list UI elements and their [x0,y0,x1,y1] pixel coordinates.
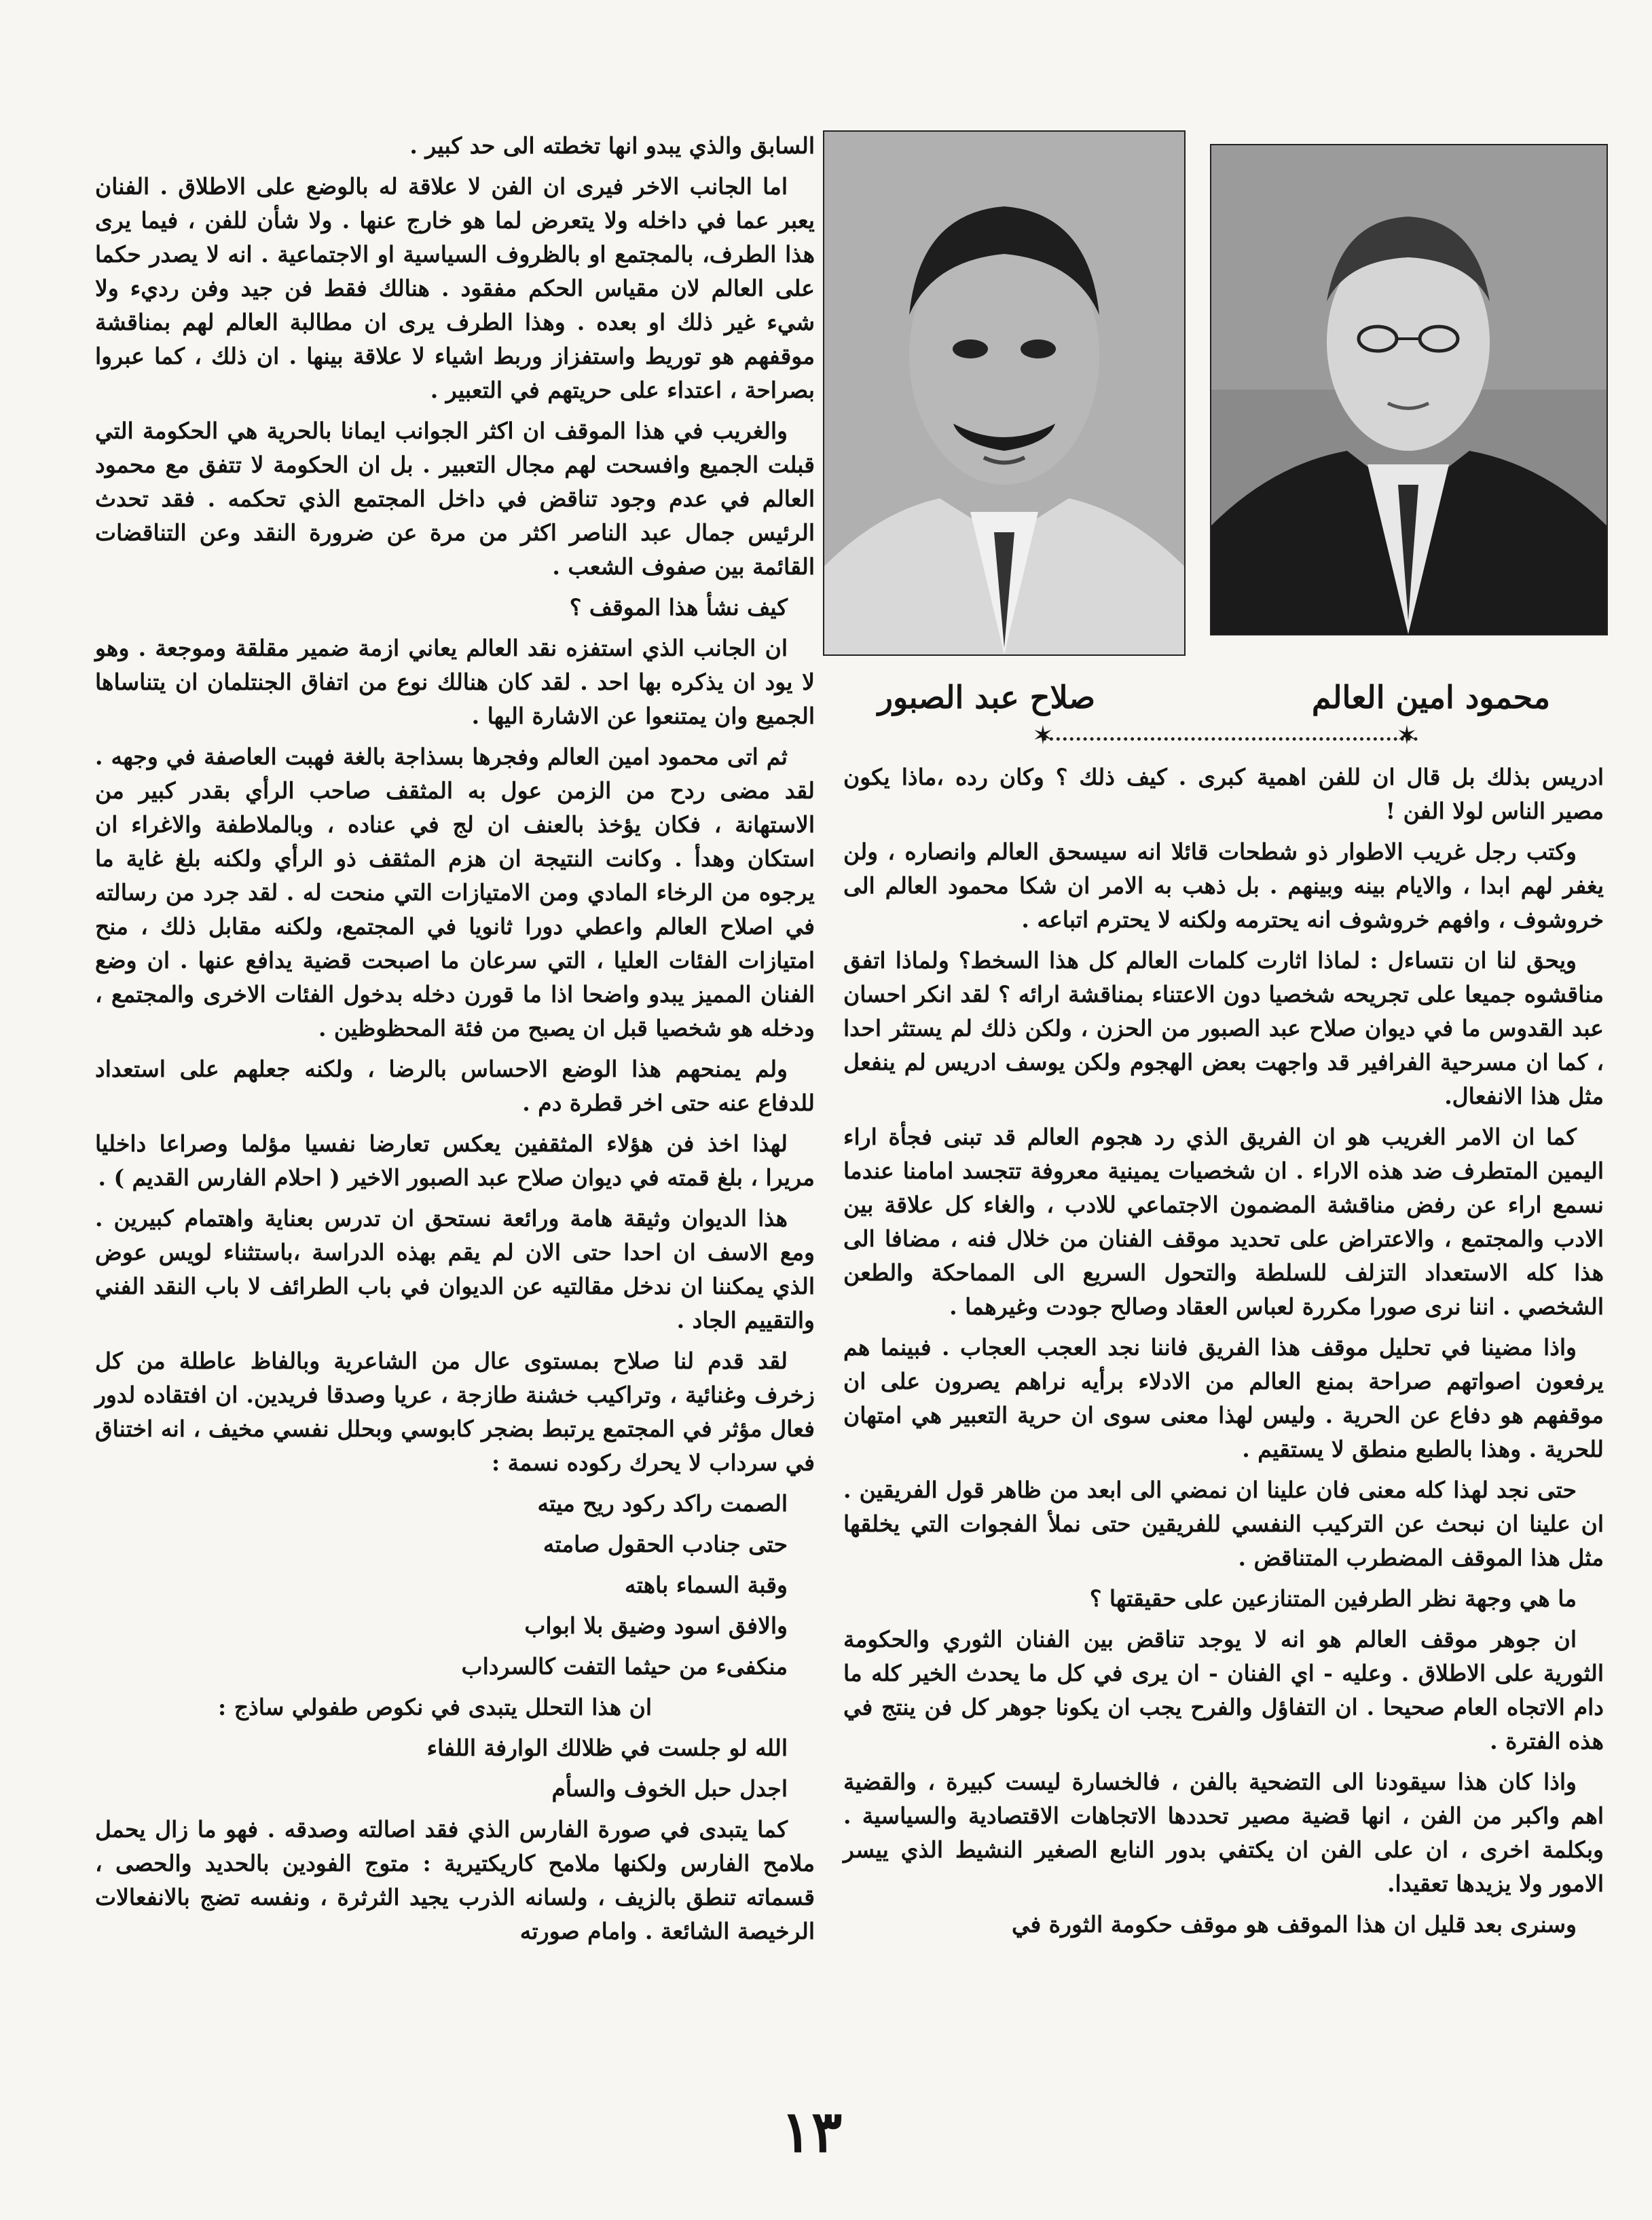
paragraph: حتى نجد لهذا كله معنى فان علينا ان نمضي الى ابعد من ظاهر قول الفريقين . ان علينا ان نبحث عن التركيب النفسي للفريقين حتى نملأ الفجوات التي يخلقها مثل هذا الموقف المضطرب المتناقض . [843,1477,1604,1571]
poem-verse-line: والافق اسود وضيق بلا ابواب [524,1612,788,1639]
poem-verse-line: حتى جنادب الحقول صامته [543,1531,788,1557]
portrait-photo-mahmoud-amin-al-alim [1210,144,1608,635]
photo-caption-right: محمود امين العالم [1311,679,1550,716]
paragraph: هذا الديوان وثيقة هامة ورائعة نستحق ان تدرس بعناية واهتمام كبيرين . ومع الاسف ان احدا حتى الان لم يقم بهذه الدراسة ،باستثناء لويس عوض الذي يمكننا ان ندخل مقالتيه عن الديوان في باب الطرائف لا باب النقد الفني والتقييم الجاد . [95,1205,815,1333]
paragraph: ولم يمنحهم هذا الوضع الاحساس بالرضا ، ولكنه جعلهم على استعداد للدفاع عنه حتى اخر قطرة دم . [95,1056,815,1116]
poem-verse-line: الله لو جلست في ظلالك الوارفة اللفاء [426,1735,788,1761]
paragraph: ادريس بذلك بل قال ان للفن اهمية كبرى . كيف ذلك ؟ وكان رده ،ماذا يكون مصير الناس لولا الفن ! [843,764,1604,824]
portrait-illustration [1211,145,1607,634]
paragraph: ويحق لنا ان نتساءل : لماذا اثارت كلمات العالم كل هذا السخط؟ ولماذا اتفق مناقشوه جميعا على تجريحه شخصيا دون الاعتناء بمناقشة ارائه ؟ لقد انكر احسان عبد القدوس ما في ديوان صلاح عبد الصبور من الحزن ، ولكن ذلك لم يستثر احدا ، كما ان مسرحية الفرافير قد واجهت بعض الهجوم ولكن يوسف ادريس لم ينفعل مثل هذا الانفعال. [843,947,1604,1109]
paragraph: كما ان الامر الغريب هو ان الفريق الذي رد هجوم العالم قد تبنى فجأة اراء اليمين المتطرف ضد هذه الاراء . ان شخصيات يمينية معروفة تتجسد امامنا عندما نسمع اراء عن رفض مناقشة المضمون الاجتماعي للادب ، والغاء كل علاقة بين الادب والمجتمع ، والاعتراض على تحديد موقف الفنان من خلال فنه ، مضافا الى هذا كله الاستعداد التزلف للسلطة والتحول السريع الى المماحكة والطعن الشخصي . اننا نرى صورا مكررة لعباس العقاد وصالح جودت وغيرهما . [843,1124,1604,1320]
section-question: ما هي وجهة نظر الطرفين المتنازعين على حقيقتها ؟ [1089,1585,1577,1612]
page-number: ١٣ [781,2098,843,2165]
paragraph: ان جوهر موقف العالم هو انه لا يوجد تناقض بين الفنان الثوري والحكومة الثورية على الاطلاق . وعليه - اي الفنان - ان يرى في كل ما يحدث الخير كله ما دام الاتجاه العام صحيحا . ان التفاؤل والفرح يجب ان يكونا جوهر كل فن ينتج في هذه الفترة . [843,1626,1604,1754]
section-question: كيف نشأ هذا الموقف ؟ [569,594,788,621]
paragraph: واذا مضينا في تحليل موقف هذا الفريق فاننا نجد العجب العجاب . فبينما هم يرفعون اصواتهم صراحة بمنع العالم من الادلاء برأيه نراهم يصرون على ان موقفهم هو دفاع عن الحرية . وليس لهذا معنى سوى ان حرية التعبير هي امتهان للحرية . وهذا بالطبع منطق لا يستقيم . [843,1334,1604,1462]
portrait-photo-salah-abdel-sabour [823,130,1186,656]
article-column-right [843,760,1604,2105]
paragraph: وسنرى بعد قليل ان هذا الموقف هو موقف حكومة الثورة في [1011,1911,1577,1938]
paragraph: كما يتبدى في صورة الفارس الذي فقد اصالته وصدقه . فهو ما زال يحمل ملامح الفارس ولكنها ملامح كاريكتيرية : متوج الفودين بالحديد والحصى ، قسماته تنطق بالزيف ، ولسانه الذرب يجيد الثرثرة ، ونفسه تضج بالانفعالات الرخيصة الشائعة . وامام صورته [95,1816,815,1944]
photo-caption-left: صلاح عبد الصبور [877,679,1095,716]
star-ornament-icon: ✶ [1396,720,1418,750]
portrait-illustration [824,132,1184,654]
dotted-divider [1043,737,1418,741]
paragraph: والغريب في هذا الموقف ان اكثر الجوانب ايمانا بالحرية هي الحكومة التي قبلت الجميع وافسحت لهم مجال التعبير . بل ان الحكومة لا تتفق مع محمود العالم في عدم وجود تناقض في داخل المجتمع الذي تحكمه . فقد تحدث الرئيس جمال عبد الناصر اكثر من مرة عن ضرورة النقد وعن التناقضات القائمة بين صفوف الشعب . [95,418,815,580]
paragraph: ثم اتى محمود امين العالم وفجرها بسذاجة بالغة فهبت العاصفة في وجهه . لقد مضى ردح من الزمن عول به المثقف صاحب الرأي بقدر كبير من الاستهانة ، فكان يؤخذ بالعنف ان لج في عناده ، وبالملاطفة والاغراء ان استكان وهدأ . وكانت النتيجة ان هزم المثقف ذو الرأي ولكنه بلغ غاية ما يرجوه من الرخاء المادي ومن الامتيازات التي منحت له . لقد جرد من رسالته في اصلاح العالم واعطي دورا ثانويا في المجتمع، ولكنه مقابل ذلك ، منح امتيازات الفئات العليا ، التي سرعان ما اصبحت قضية يدافع عنها . ان وضع الفنان المميز يبدو واضحا اذا ما قورن دخله بدخول الفئات الاخرى والمجتمع ، ودخله هو شخصيا قبل ان يصبح من فئة المحظوظين . [95,743,815,1041]
paragraph: لقد قدم لنا صلاح بمستوى عال من الشاعرية وبالفاظ عاطلة من كل زخرف وغنائية ، وتراكيب خشنة طازجة ، عريا وصدقا فريدين. ان افتقاده لدور فعال مؤثر في المجتمع يرتبط بضجر كابوسي وبحلل نفسي مخيف ، انه اختناق في سرداب لا يحرك ركوده نسمة : [95,1348,815,1476]
paragraph: اما الجانب الاخر فيرى ان الفن لا علاقة له بالوضع على الاطلاق . الفنان يعبر عما في داخله ولا يتعرض لما هو خارج عنها . ولا شأن للفن ، فيما يرى هذا الطرف، بالمجتمع او بالظروف السياسية او الاجتماعية . انه لا يصدر حكما على العالم لان مقياس الحكم مفقود . هنالك فقط فن جيد وفن رديء ولا شيء غير ذلك او بعده . وهذا الطرف يرى ان مطالبة العالم لهم بمناقشة موقفهم هو توريط واستفزاز وربط اشياء لا علاقة بينها . ان ذلك ، كما عبروا بصراحة ، اعتداء على حريتهم في التعبير . [95,173,815,403]
article-column-left [95,129,815,2139]
poem-verse-line: الصمت راكد ركود ريح ميته [537,1490,788,1517]
poem-verse-line: اجدل حبل الخوف والسأم [551,1775,788,1802]
paragraph: السابق والذي يبدو انها تخطته الى حد كبير . [409,132,815,159]
poem-verse-line: وقبة السماء باهته [625,1572,788,1598]
star-ornament-icon: ✶ [1032,720,1054,750]
paragraph: وكتب رجل غريب الاطوار ذو شطحات قائلا انه سيسحق العالم وانصاره ، ولن يغفر لهم ابدا ، والايام بينه وبينهم . بل ذهب به الامر ان شكا محمود العالم الى خروشوف ، وافهم خروشوف انه يحترمه ولكنه لا يحترم اتباعه . [843,838,1604,933]
paragraph: ان هذا التحلل يتبدى في نكوص طفولي ساذج : [218,1694,652,1720]
paragraph: واذا كان هذا سيقودنا الى التضحية بالفن ، فالخسارة ليست كبيرة ، والقضية اهم واكبر من الفن ، انها قضية مصير تحددها الاتجاهات الاقتصادية والسياسية . وبكلمة اخرى ، ان على الفن ان يكتفي بدور النابع الصغير النشيط الذي ييسر الامور ولا يزيدها تعقيدا. [843,1769,1604,1897]
paragraph: لهذا اخذ فن هؤلاء المثقفين يعكس تعارضا نفسيا مؤلما وصراعا داخليا مريرا ، بلغ قمته في ديوان صلاح عبد الصبور الاخير ( احلام الفارس القديم ) . [95,1130,815,1191]
paragraph: ان الجانب الذي استفزه نقد العالم يعاني ازمة ضمير مقلقة وموجعة . وهو لا يود ان يذكره بها احد . لقد كان هنالك نوع من اتفاق الجنتلمان ان يتناساها الجميع وان يمتنعوا عن الاشارة اليها . [95,635,815,729]
poem-verse-line: منكفىء من حيثما التفت كالسرداب [461,1653,788,1680]
